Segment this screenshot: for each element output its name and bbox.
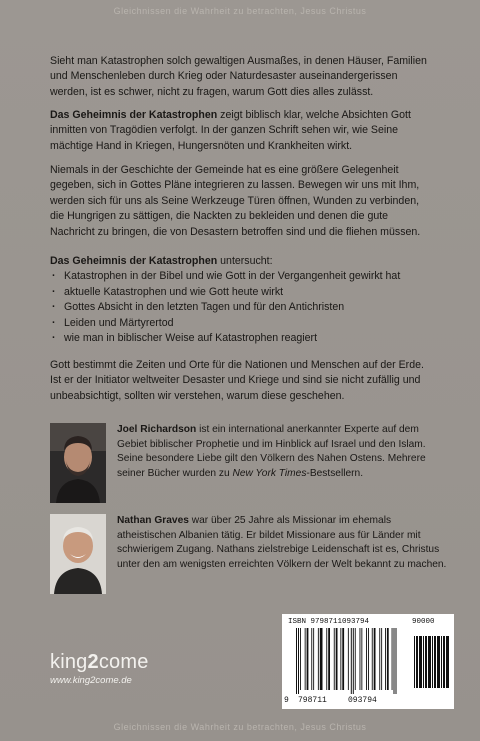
author-name: Nathan Graves (117, 515, 189, 526)
barcode-bar (320, 628, 323, 690)
barcode-bar (360, 628, 361, 690)
barcode-addon-bar (419, 636, 422, 688)
barcode-addon-bar (423, 636, 424, 688)
barcode-addon-bar (441, 636, 442, 688)
barcode-bar (366, 628, 367, 690)
isbn-barcode (282, 614, 454, 709)
barcode-bar (298, 628, 299, 694)
barcode-bar (334, 628, 335, 690)
publisher-name: king2come (50, 651, 149, 673)
faint-top-text: Gleichnissen die Wahrheit zu betrachten, Jesus Christus (113, 6, 367, 16)
book-description-paragraph: Das Geheimnis der Katastrophen zeigt biblisch klar, welche Absichten Gott inmitten von Tragödien verfolgt. In der ganzen Schrift sehen wir, wie Seine mächtige Hand in Kriegen, Hungersnöten und Krankheiten wirkt. (50, 109, 411, 152)
topics-list (50, 269, 434, 346)
barcode-bar (328, 628, 330, 690)
barcode-bar (394, 628, 395, 694)
barcode-addon-bar (416, 636, 418, 688)
barcode-bar (342, 628, 344, 690)
barcode-bars (286, 628, 450, 696)
barcode-addon-bar (443, 636, 445, 688)
barcode-digits-right: 093794 (348, 696, 377, 705)
list-item: · wie man in biblischer Weise auf Katastrophen reagiert (50, 331, 434, 346)
list-item: · Gottes Absicht in den letzten Tagen und für den Antichristen (50, 300, 434, 315)
price-addon: 90000 (412, 618, 435, 626)
barcode-bar (353, 628, 354, 694)
church-paragraph: Niemals in der Geschichte der Gemeinde hat es eine größere Gelegenheit gegeben, sich in Gottes Pläne integrieren zu lassen. Bewegen wir uns mit Ihm, werden sich für uns als Seine Werkzeuge Türen öffnen, Wunden zu verbinden, die Hungrigen zu sättigen, die Nackten zu bekleiden und denen die gute Nachricht zu bringen, die von Desastern betroffen sind und die fliehen müssen. (50, 164, 421, 238)
barcode-addon-bar (428, 636, 431, 688)
list-item: · aktuelle Katastrophen und wie Gott heute wirkt (50, 285, 434, 300)
author-bio-nathan: Nathan Graves war über 25 Jahre als Missionar im ehemals atheistischen Albanien tätig. Er bildet Missionare aus für Länder mit schwierigem Zugang. Nathans zielstrebige Leidenschaft ist es, Christus unter den am wenigsten erreichten Völkern der Welt bekannt zu machen. (117, 515, 447, 570)
barcode-bar (392, 628, 393, 690)
barcode-bar (387, 628, 389, 690)
barcode-bar (318, 628, 319, 690)
barcode-bar (296, 628, 297, 694)
barcode-bar (300, 628, 301, 690)
publisher-logo (50, 651, 149, 686)
barcode-bar (348, 628, 349, 690)
barcode-bar (305, 628, 306, 690)
author-bio-joel: Joel Richardson ist ein international anerkannter Experte auf dem Gebiet biblischer Prophetie und im Hinblick auf Israel und den Islam. Seine besondere Liebe gilt den Völkern des Nahen Ostens. Mehrere seiner Bücher wurden zu New York Times-Bestsellern. (117, 424, 426, 479)
barcode-addon-bar (425, 636, 427, 688)
author-nathan-graves (50, 514, 447, 596)
list-item: · Leiden und Märtyrertod (50, 316, 434, 331)
barcode-addon-bar (437, 636, 440, 688)
barcode-bar (307, 628, 309, 690)
barcode-addon-bar (432, 636, 433, 688)
barcode-bar (355, 628, 356, 690)
barcode-bar (313, 628, 314, 690)
barcode-bar (368, 628, 369, 690)
barcode-bar (379, 628, 380, 690)
author-name: Joel Richardson (117, 424, 197, 435)
book-title-inline: Das Geheimnis der Katastrophen (50, 109, 218, 121)
author-photo-joel (50, 423, 106, 503)
isbn-label: ISBN 9798711093794 (288, 618, 370, 626)
faint-bottom-text: Gleichnissen die Wahrheit zu betrachten, Jesus Christus (113, 722, 367, 732)
publisher-url: www.king2come.de (50, 675, 132, 686)
barcode-bar (361, 628, 362, 690)
barcode-bar (385, 628, 386, 690)
barcode-bar (336, 628, 338, 690)
barcode-bar (372, 628, 373, 690)
barcode-bar (381, 628, 382, 690)
author-photo-nathan (50, 514, 106, 594)
closing-paragraph: Gott bestimmt die Zeiten und Orte für die Nationen und Menschen auf der Erde. Ist er der Initiator weltweiter Desaster und Kriege und sind sie nicht zufällig und unbeabsichtigt, sollten wir verstehen, warum diese geschehen. (50, 359, 424, 402)
barcode-bar (311, 628, 312, 690)
barcode-addon-bar (446, 636, 449, 688)
barcode-bar (340, 628, 341, 690)
barcode-bar (351, 628, 352, 694)
barcode-digit-first: 9 (284, 696, 289, 705)
barcode-addon-bar (414, 636, 415, 688)
barcode-bar (374, 628, 376, 690)
author-joel-richardson (50, 423, 434, 505)
barcode-bar (396, 628, 397, 694)
list-item: · Katastrophen in der Bibel und wie Gott in der Vergangenheit gewirkt hat (50, 269, 434, 284)
topics-section: Das Geheimnis der Katastrophen untersucht: · Katastrophen in der Bibel und wie Gott in der Vergangenheit gewirkt hat · aktuelle Katastrophen und wie Gott heute wirkt · Gottes Absicht in den letzten Tagen und für den Antichristen · Leiden und Märtyrertod · wie man in biblischer Weise auf Katastrophen reagiert (50, 254, 434, 346)
barcode-addon-bar (434, 636, 436, 688)
barcode-digits-left: 798711 (298, 696, 327, 705)
barcode-bar (326, 628, 327, 690)
topics-book-title: Das Geheimnis der Katastrophen (50, 255, 218, 267)
intro-paragraph: Sieht man Katastrophen solch gewaltigen Ausmaßes, in denen Häuser, Familien und Menschenleben durch Krieg oder Naturdesaster auseinandergerissen werden, ist es schwer, nicht zu fragen, warum Gott dies alles zulässt. (50, 55, 427, 98)
